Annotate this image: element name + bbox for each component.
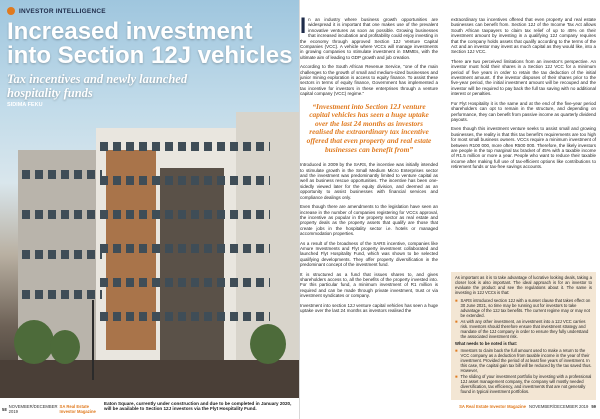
bullet-icon: ■ [455,374,458,379]
paragraph: Investment into section 12J venture capital vehicles has seen a huge uptake over the last 24 months as investors realised the [300,302,438,313]
window-row [22,290,102,299]
window-row [22,250,102,259]
pull-quote: “Investment into Section 12J venture capital vehicles has seen a huge uptake over the last 24 months as investors realised the extraordinary tax incentive offered that even property and real estate businesses can benefit from” [306,101,432,154]
street-level [0,360,300,398]
sidebar-intro: As important as it is to take advantage of lucrative looking deals, taking a closer look is also important. The ideal approach is for an investor to evaluate the product and see the regulations about it. The same is investing in 12J VCCs is that: [455,275,592,295]
list-item-text: Investors to claim back the full amount used to make a return to the VCC company as a deduction from taxable income in the year of their investment. Provided the period of at least five years of investment. In this case, the capital gain tax bill will be reduced by the tax saved thus. However, [460,348,592,373]
issue-date: NOVEMBER/DECEMBER 2019 [8,404,58,414]
paragraph: There are two perceived limitations from an investor’s perspective. An investor must hold their shares in a Section 12J VCC for a minimum period of five years in order to retain the tax deduction of the initial investment amount. If the investor disposes of their shares prior to the five-year period, the initial investment amount will be recouped and the investor will be required to pay back the full tax saving with no additional interest or penalties. [451,58,596,97]
paragraph: extraordinary tax incentives offered that even property and real estate businesses can benefit from. Section 12J of the Income Tax Act allows South African taxpayers to claim tax relief of up to 45% on their investment amount by investing in a qualifying 12J company requires that the company holds assets that qualify according to the terms of the Act and an investor may invest as much capital as they would like, into a Section 12J VCC. [451,17,596,55]
paragraph: Introduced in 2009 by the SARS, the incentive was initially intended to stimulate growth in the Small Medium Micro Enterprises sector and the investment was predominantly limited to venture capital as well as business rescue opportunities. The incentive has been one-sidedly viewed later for the equity division, and deemed as an opportunity to assist businesses with financial services and compliance dealings only. [300,162,438,200]
paragraph-text: n an industry where business growth opportunities are widespread it is important that one makes use of the prevalent innovative ventures as soon as possible. Growing businesses that increased incubation and profitability could enjoy investing in the economy through approved Section 12J Venture Capital Companies (VCC). A vehicle where VCCs will manage investments in growing companies to stimulate investment in SMMEs, with the ultimate aim of leading to GDP growth and job creation. [300,17,438,60]
sidebar-subheading: What needs to be noted is that: [455,341,518,346]
list-item [455,374,592,394]
window-row [100,210,270,219]
photo-caption: Eaton Square, currently under construction and due to be completed in January 2020, will be available to Section 12J investors via the Flyt Hospitality Fund. [104,401,292,412]
list-item [455,298,592,318]
window-row [22,210,102,219]
list-item [455,319,592,339]
magazine-name: SA Real Estate Investor Magazine [59,404,96,414]
bullet-icon: ■ [455,319,458,324]
article-title-line-1: Increased investment [7,18,253,45]
bullet-icon: ■ [455,298,458,303]
paragraph: For Flyt Hospitality it is the same and at the end of the five-year period shareholders can opt to remain in the structure, and depending on performance, they can benefit from passive income as quarterly dividend payouts. [451,100,596,122]
paragraph [300,13,438,60]
article-title-line-2: into Section 12J vehicles [7,42,293,69]
tree [250,324,286,364]
drop-cap: I [300,13,307,38]
article-subtitle: Tax incentives and newly launched hospitality funds [7,72,188,100]
tree [14,320,54,364]
info-sidebar [451,272,596,400]
section-tag [7,7,106,15]
article-title [7,20,293,68]
section-tag-label: INVESTOR INTELLIGENCE [19,7,106,15]
issue-date: NOVEMBER/DECEMBER 2019 [528,404,589,409]
left-folio [2,404,102,414]
magazine-name: SA Real Estate Investor Magazine [459,404,526,409]
list-item [455,348,592,373]
right-page [300,0,600,419]
text-column-2 [451,17,596,174]
paragraph: Even though this investment venture seeks to assist small and growing businesses, the reality is that this tax benefit’s requirements are too high for most small business owners. VCCs require a minimum investment of between R100 000, more often R500 000. Therefore, the likely investors are people in the top marginal tax bracket of 45% with a taxable income of R1.5 million or more a year. People who want to reduce their taxable income after making full use of tax-efficient options like contributions to retirement funds or tax-free savings accounts. [451,126,596,170]
paragraph: Even though there are amendments to the legislation have seen an increase in the number of companies registering for VCCs approval, the incentive as popular in the property sector as real estate and property deals as the property assets that qualify are those that create jobs in the hospitality sector i.e. hotels or managed accommodation properties. [300,204,438,237]
street-lamp [92,300,94,380]
list-item-text: As with any other investment, an investment into a 12J VCC carries risk. Investors should therefore ensure that investment strategy and mandate of the 12J company in order to ensure they fully understand the associated investment risk. [460,319,589,339]
page-number: 58 [2,406,7,412]
author-byline: SIDIMA FEKU [7,102,43,108]
window-row [100,244,270,253]
tree [50,330,80,364]
paragraph: As a result of the broadness of the SARS incentive, companies like Amure Investments and Flyt property investment collaborated and launched Flyt Hospitality Fund, which was shown to be selected qualifying developments. They offer property diversification in the predominant concept of the investment fund. [300,240,438,268]
window-row [100,142,270,151]
window-row [100,312,270,321]
right-folio [459,404,596,409]
orange-dot-icon [7,7,15,15]
paragraph: It is structured as a fund that issues shares to, and gives shareholders access to, all the benefits of the property invested into. For this particular fund, a minimum investment of R1 million is required and can be made through private investment, trust or via investment syndicates or company. [300,271,438,299]
bullet-icon: ■ [455,348,458,353]
hero-building-photo [0,0,300,398]
window-row [22,170,102,179]
text-column-1 [300,13,438,317]
list-item-text: SARS introduced section 12J with a sunset clause that takes effect on 30 June 2021, so time may be running out for investors to take advantage of the 12J tax benefits. The current regime may or may not be extended. [460,298,591,318]
page-number: 59 [591,404,596,409]
window-row [100,176,270,185]
paragraph: According to the South African Revenue Service, “one of the main challenges to the growth of small and medium-sized businesses and junior mining exploration is access to equity finance. To assist these sectors in terms of equity finance, Government has implemented a tax incentive for investors in these enterprises through a venture capital company (VCC) regime.” [300,64,438,97]
window-row [100,278,270,287]
list-item-text: The sliding of your investment portfolio by investing with a professional 12J asset management company, the company will mostly needed diversification, tax efficiency, and investments that are not generally found in typical investment portfolios. [460,374,592,394]
